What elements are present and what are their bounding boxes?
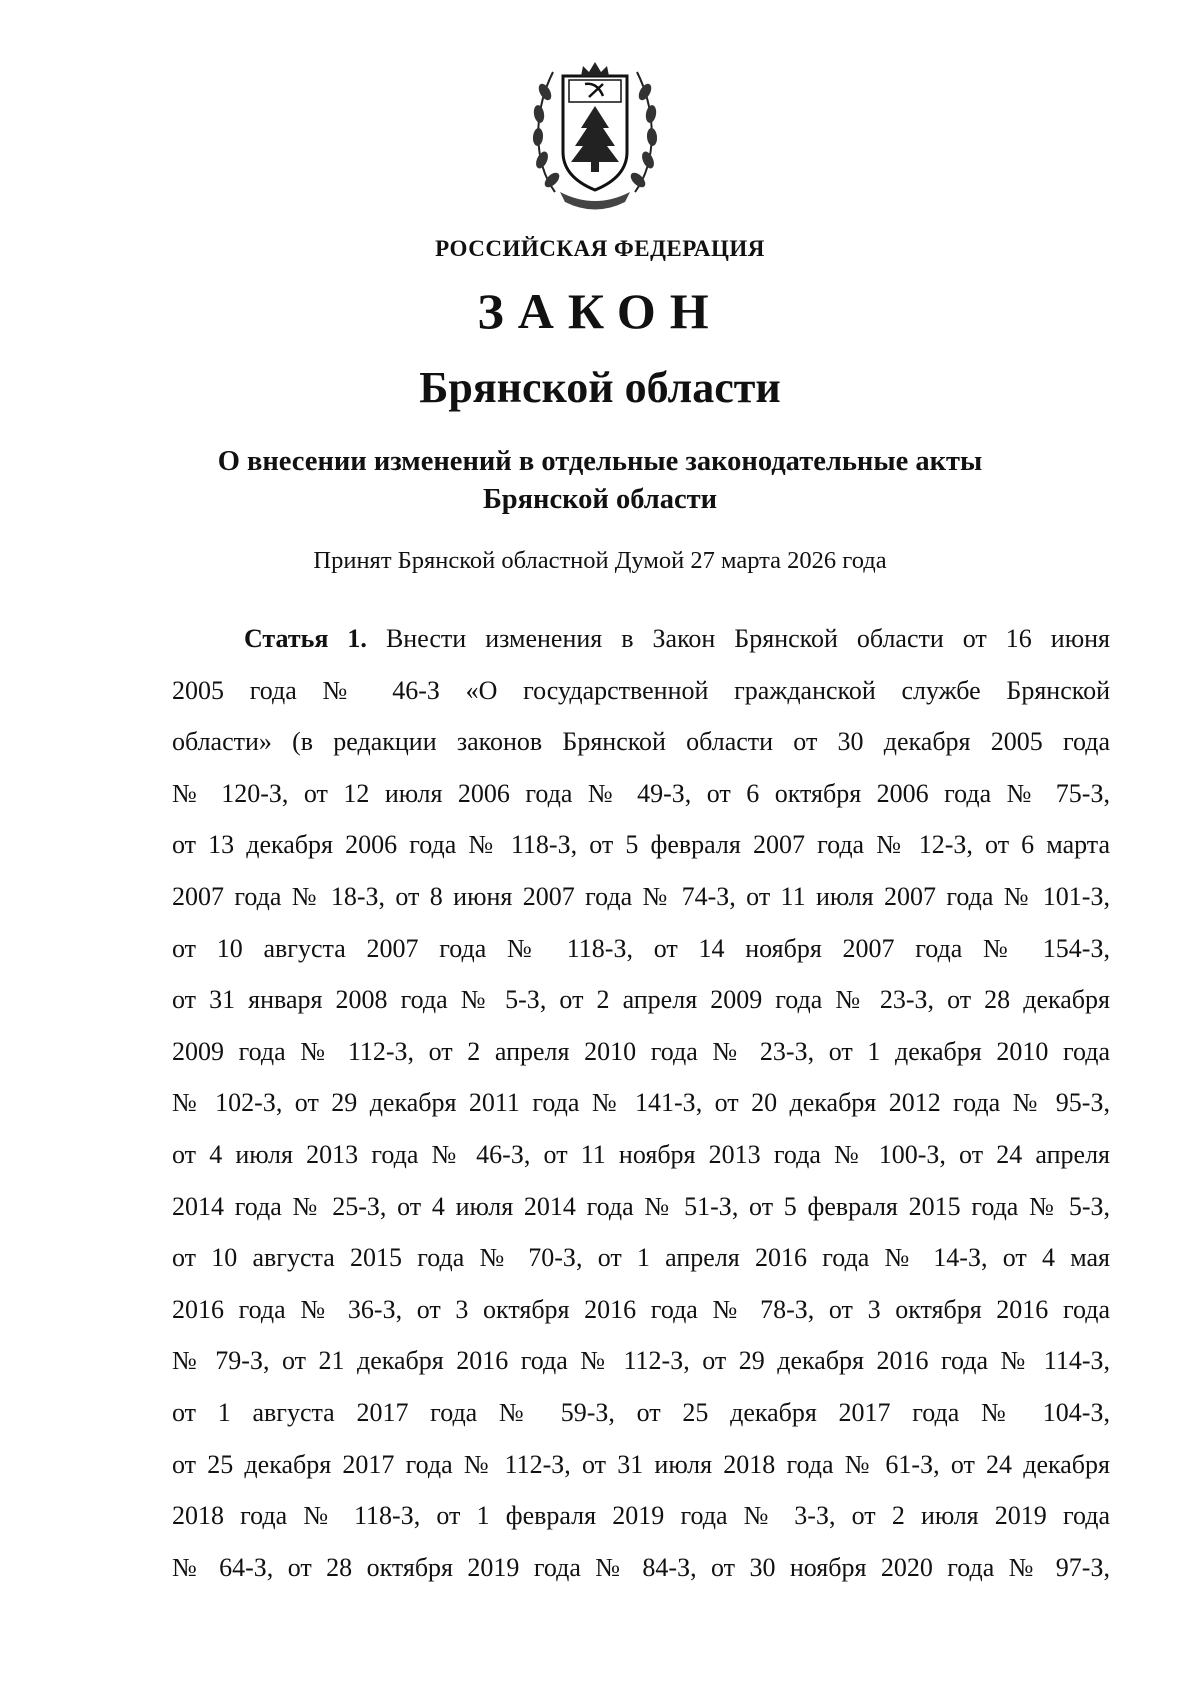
coat-of-arms-icon: [525, 42, 665, 212]
article-line: от 4 июля 2013 года № 46-З, от 11 ноября 2013 года № 100-З, от 24 апреля: [172, 1139, 1110, 1169]
article-line: от 25 декабря 2017 года № 112-З, от 31 июля 2018 года № 61-З, от 24 декабря: [172, 1449, 1110, 1479]
article-line: 2014 года № 25-З, от 4 июля 2014 года № 51-З, от 5 февраля 2015 года № 5-З,: [172, 1191, 1110, 1221]
article-line: от 10 августа 2007 года № 118-З, от 14 ноября 2007 года № 154-З,: [172, 933, 1110, 963]
law-subject-line: О внесении изменений в отдельные законодательные акты: [217, 446, 983, 477]
region-heading: Брянской области: [419, 363, 781, 412]
article-line: области» (в редакции законов Брянской области от 30 декабря 2005 года: [172, 727, 1110, 757]
article-line: от 13 декабря 2006 года № 118-З, от 5 февраля 2007 года № 12-З, от 6 марта: [172, 830, 1110, 860]
article-line: от 10 августа 2015 года № 70-З, от 1 апреля 2016 года № 14-З, от 4 мая: [172, 1243, 1110, 1273]
article-line: от 31 января 2008 года № 5-З, от 2 апреля 2009 года № 23-З, от 28 декабря: [172, 985, 1110, 1015]
article-line: от 1 августа 2017 года № 59-З, от 25 декабря 2017 года № 104-З,: [172, 1397, 1110, 1427]
article-line: Статья 1. Внести изменения в Закон Брянской области от 16 июня: [244, 624, 1111, 653]
article-1-text: [172, 613, 1110, 1593]
law-subject: [150, 443, 1050, 519]
article-line: 2007 года № 18-З, от 8 июня 2007 года № 74-З, от 11 июля 2007 года № 101-З,: [172, 881, 1110, 911]
adoption-date: Принят Брянской областной Думой 27 марта 2026 года: [313, 547, 887, 574]
article-line: 2016 года № 36-З, от 3 октября 2016 года № 78-З, от 3 октября 2016 года: [172, 1294, 1110, 1324]
article-line: 2009 года № 112-З, от 2 апреля 2010 года № 23-З, от 1 декабря 2010 года: [172, 1036, 1110, 1066]
law-subject-line: Брянской области: [482, 484, 718, 515]
document-type-heading: ЗАКОН: [477, 283, 723, 339]
country-heading: РОССИЙСКАЯ ФЕДЕРАЦИЯ: [435, 236, 765, 261]
article-label: Статья 1.: [244, 624, 367, 653]
article-line: № 120-З, от 12 июля 2006 года № 49-З, от 6 октября 2006 года № 75-З,: [172, 778, 1110, 808]
article-line: № 64-З, от 28 октября 2019 года № 84-З, от 30 ноября 2020 года № 97-З,: [172, 1552, 1110, 1582]
article-line: № 79-З, от 21 декабря 2016 года № 112-З, от 29 декабря 2016 года № 114-З,: [172, 1346, 1110, 1376]
article-line: 2005 года № 46-З «О государственной гражданской службе Брянской: [172, 675, 1110, 705]
article-line: 2018 года № 118-З, от 1 февраля 2019 года № 3-З, от 2 июля 2019 года: [172, 1501, 1110, 1531]
article-line: № 102-З, от 29 декабря 2011 года № 141-З, от 20 декабря 2012 года № 95-З,: [172, 1088, 1110, 1118]
